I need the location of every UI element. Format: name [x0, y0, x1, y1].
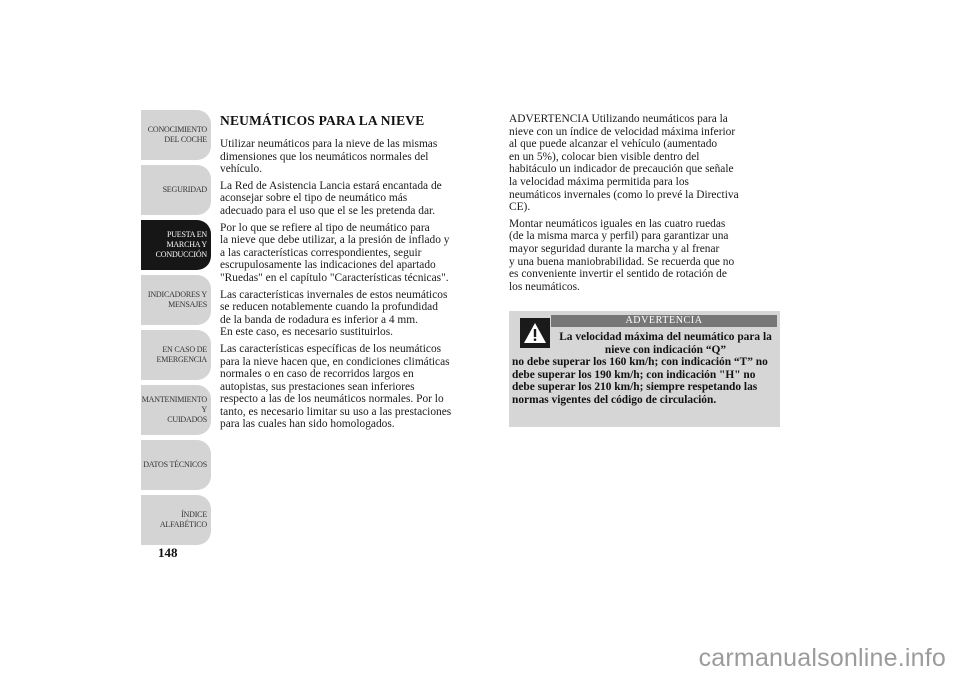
right-column: [509, 113, 781, 297]
paragraph: Las características invernales de estos neumáticos se reducen notablemente cuando la profundidad de la banda de rodadura es inferior a 4 mm. En este caso, es necesario sustituirlos.: [220, 288, 448, 339]
tab-label: DATOS TÉCNICOS: [143, 460, 207, 469]
tab-puesta-en-marcha[interactable]: [141, 220, 211, 270]
warning-box: [509, 311, 780, 427]
warning-text-rest: no debe superar los 160 km/h; con indicación “T” no debe superar los 190 km/h; con indicación "H" no debe superar los 210 km/h; siempre respetando las normas vigentes del código de circulación.: [512, 356, 768, 406]
tab-en-caso-de-emergencia[interactable]: [141, 330, 211, 380]
tab-indicadores-y-mensajes[interactable]: [141, 275, 211, 325]
tab-label: ÍNDICE ALFABÉTICO: [159, 510, 207, 529]
tab-datos-tecnicos[interactable]: [141, 440, 211, 490]
paragraph: Montar neumáticos iguales en las cuatro ruedas (de la misma marca y perfil) para garantizar una mayor seguridad durante la marcha y al frenar y una buena maniobrabilidad. Se recuerda que no es conveniente invertir el sentido de rotación de los neumáticos.: [509, 217, 735, 293]
watermark: carmanualsonline.info: [698, 644, 946, 672]
tab-conocimiento-del-coche[interactable]: [141, 110, 211, 160]
paragraph: La Red de Asistencia Lancia estará encantada de aconsejar sobre el tipo de neumático más adecuado para el uso que el se les pretenda dar.: [220, 179, 442, 217]
warning-text-first: La velocidad máxima del neumático para la nieve con indicación “Q”: [559, 331, 772, 356]
warning-text: [512, 331, 778, 407]
section-title: NEUMÁTICOS PARA LA NIEVE: [220, 113, 425, 128]
paragraph: ADVERTENCIA Utilizando neumáticos para la nieve con un índice de velocidad máxima inferior al que puede alcanzar el vehículo (aumentado en un 5%), colocar bien visible dentro del habitáculo un indicador de precaución que señale la velocidad máxima permitida para los neumáticos invernales (como lo prevé la Directiva CE).: [509, 113, 739, 214]
tab-label: INDICADORES Y MENSAJES: [147, 290, 207, 309]
tab-indice-alfabetico[interactable]: [141, 495, 211, 545]
paragraph: Utilizar neumáticos para la nieve de las mismas dimensiones que los neumáticos normales del vehículo.: [220, 138, 438, 176]
left-column: [220, 113, 492, 435]
tab-label: EN CASO DE EMERGENCIA: [156, 345, 207, 364]
tab-label: CONOCIMIENTO DEL COCHE: [147, 125, 207, 144]
tab-label: SEGURIDAD: [162, 185, 207, 194]
tab-mantenimiento-y-cuidados[interactable]: [141, 385, 211, 435]
paragraph: Por lo que se refiere al tipo de neumático para la nieve que debe utilizar, a la presión de inflado y a las características correspondientes, seguir escrupulosamente las indicaciones del apartado "Ruedas" en el capítulo "Características técnicas".: [220, 221, 450, 284]
page-number: 148: [158, 545, 178, 560]
tab-label: MANTENIMIENTO Y CUIDADOS: [141, 395, 207, 424]
tab-label: PUESTA EN MARCHA Y CONDUCCIÓN: [155, 230, 207, 259]
paragraph: Las características específicas de los neumáticos para la nieve hacen que, en condiciones climáticas normales o en caso de recorridos largos en autopistas, sus prestaciones sean inferiores respecto a las de los neumáticos normales. Por lo tanto, es necesario limitar su uso a las prestaciones para las cuales han sido homologados.: [220, 342, 452, 431]
tab-seguridad[interactable]: [141, 165, 211, 215]
warning-header: ADVERTENCIA: [551, 315, 777, 327]
